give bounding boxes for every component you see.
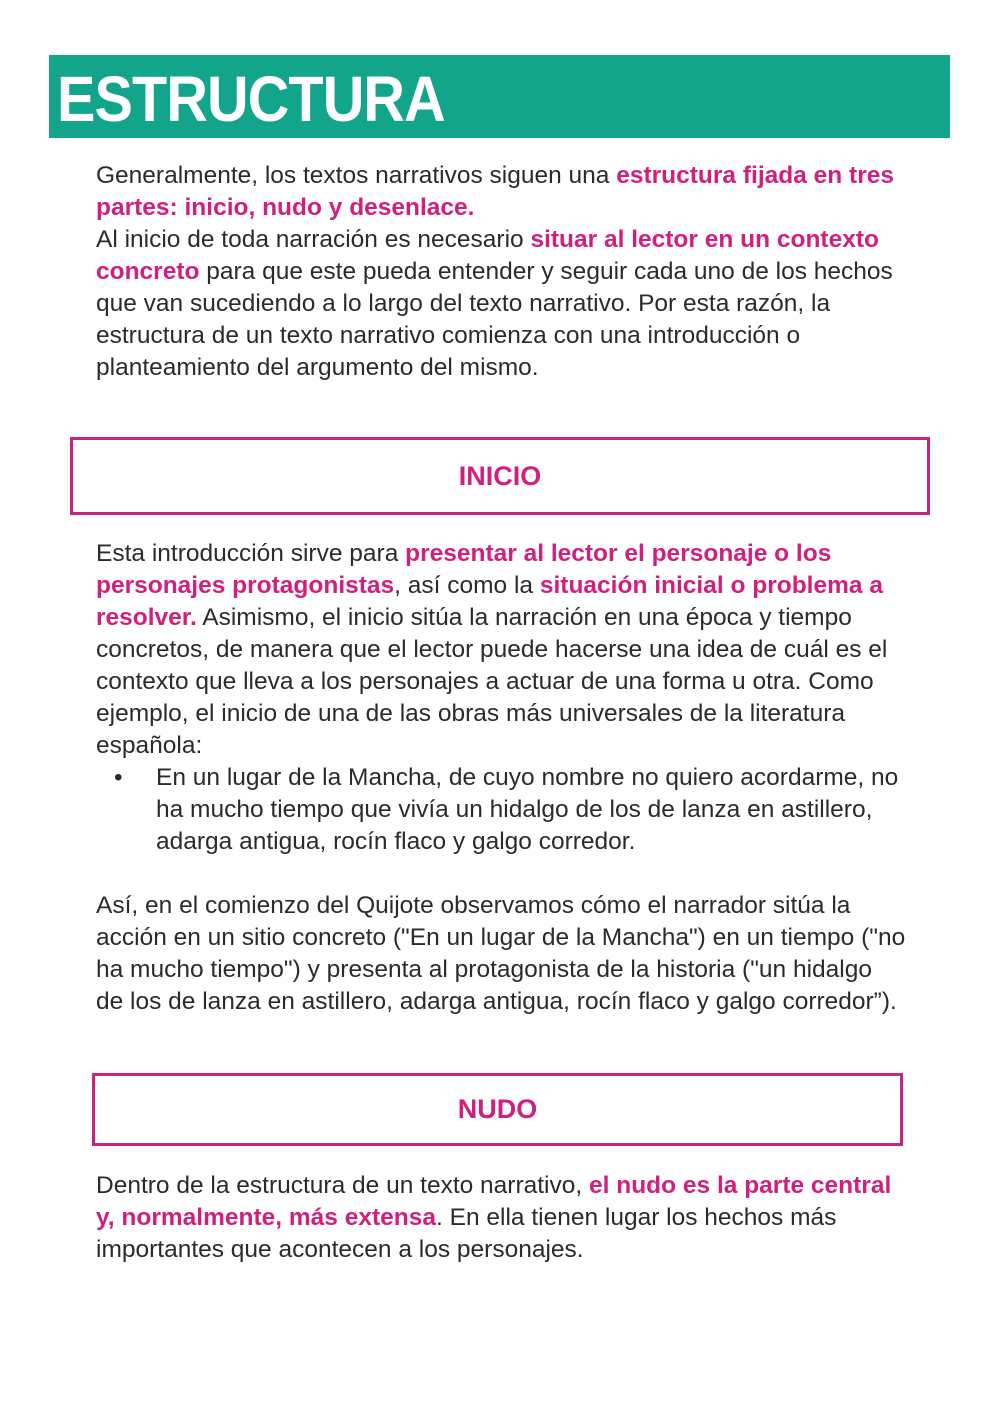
intro-highlight: estructura fijada en tres partes: inicio, nudo y desenlace. <box>96 162 895 221</box>
nudo-text: . En ella tienen lugar los hechos más importantes que acontecen a los personajes. <box>96 1204 837 1263</box>
nudo-paragraph <box>96 1170 906 1266</box>
inicio-text: Esta introducción sirve para <box>96 540 406 567</box>
title-banner <box>49 55 950 138</box>
intro-paragraph-2 <box>96 224 906 384</box>
quote-list <box>96 762 906 858</box>
page-title: ESTRUCTURA <box>57 63 445 135</box>
inicio-heading: INICIO <box>458 460 542 491</box>
inicio-paragraph-1 <box>96 538 906 762</box>
inicio-highlight: situación inicial o problema a resolver. <box>96 572 883 631</box>
intro-text: Generalmente, los textos narrativos siguen una <box>96 162 617 189</box>
intro-highlight: situar al lector en un contexto concreto <box>96 226 879 285</box>
inicio-text: Asimismo, el inicio sitúa la narración en una época y tiempo concretos, de manera que el lector puede hacerse una idea de cuál es el contexto que lleva a los personajes a actuar de una forma u otra. Como ejemplo, el inicio de una de las obras más universales de la literatura española: <box>96 604 888 759</box>
nudo-heading-box <box>92 1073 903 1146</box>
intro-text: Al inicio de toda narración es necesario <box>96 226 531 253</box>
intro-paragraph-1 <box>96 160 906 224</box>
inicio-text: , así como la <box>394 572 540 599</box>
inicio-highlight: presentar al lector el personaje o los personajes protagonistas <box>96 540 832 599</box>
nudo-text: Dentro de la estructura de un texto narrativo, <box>96 1172 589 1199</box>
nudo-heading: NUDO <box>457 1094 538 1124</box>
quijote-quote: En un lugar de la Mancha, de cuyo nombre no quiero acordarme, no ha mucho tiempo que vivía un hidalgo de los de lanza en astillero, adarga antigua, rocín flaco y galgo corredor. <box>156 764 899 855</box>
inicio-paragraph-2: Así, en el comienzo del Quijote observamos cómo el narrador sitúa la acción en un sitio concreto ("En un lugar de la Mancha") en un tiempo ("no ha mucho tiempo") y presenta al protagonista de la historia ("un hidalgo de los de lanza en astillero, adarga antigua, rocín flaco y galgo corredor”). <box>96 892 906 1015</box>
inicio-heading-box <box>70 437 930 515</box>
nudo-highlight: el nudo es la parte central y, normalmente, más extensa <box>96 1172 892 1231</box>
bullet-icon: • <box>114 764 123 791</box>
list-item <box>96 762 906 858</box>
intro-text: para que este pueda entender y seguir cada uno de los hechos que van sucediendo a lo largo del texto narrativo. Por esta razón, la estructura de un texto narrativo comienza con una introducción o planteamiento del argumento del mismo. <box>96 258 893 381</box>
